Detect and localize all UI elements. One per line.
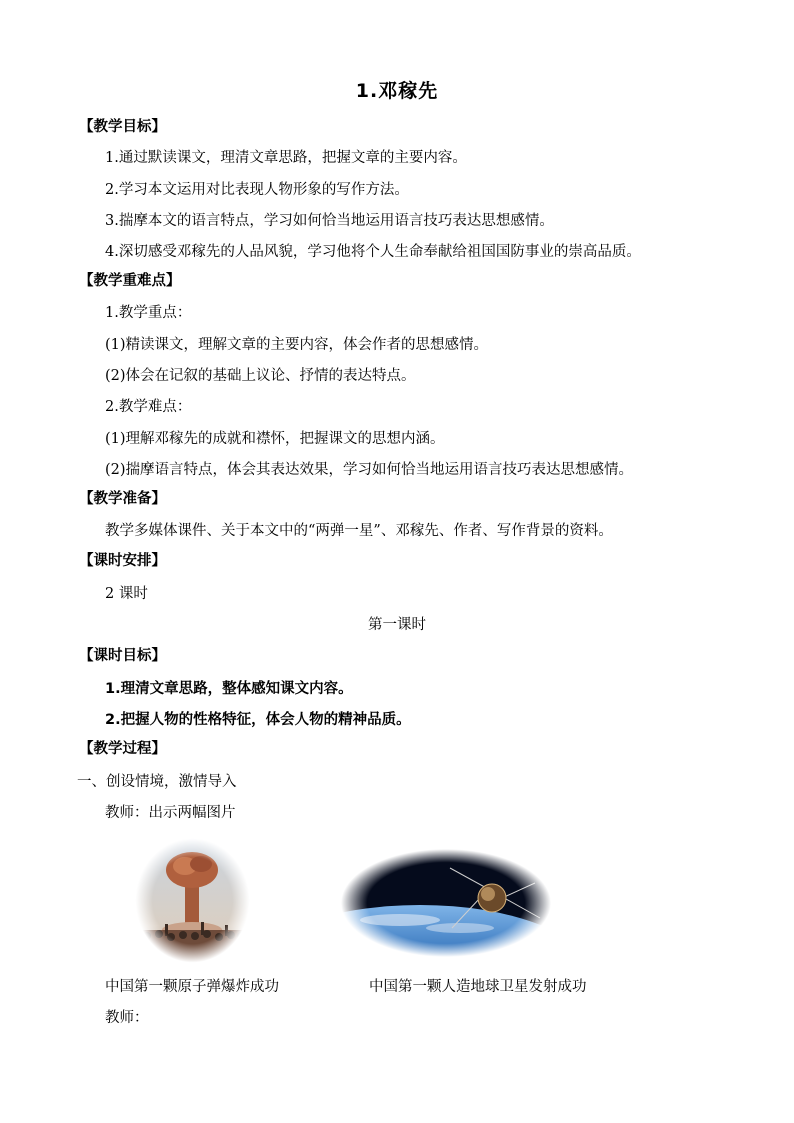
caption-right: 中国第一颗人造地球卫星发射成功 (369, 979, 587, 995)
goal-item-1: 1.通过默读课文，理清文章思路，把握文章的主要内容。 (105, 150, 467, 166)
lesson-goal-1: 1.理清文章思路，整体感知课文内容。 (105, 681, 353, 697)
goal-item-2: 2.学习本文运用对比表现人物形象的写作方法。 (105, 182, 409, 198)
goal-item-4: 4.深切感受邓稼先的人品风貌，学习他将个人生命奉献给祖国国防事业的崇高品质。 (105, 244, 641, 260)
process-heading: 【教学过程】 (79, 741, 166, 757)
atomic-bomb-explosion-photo (135, 838, 250, 963)
key-heading: 【教学重难点】 (79, 273, 181, 289)
lesson-goals-heading: 【课时目标】 (79, 648, 166, 664)
goals-heading: 【教学目标】 (79, 119, 166, 135)
teacher-end: 教师： (105, 1010, 149, 1026)
key-label: 1.教学重点： (105, 305, 192, 321)
diff-item-1: (1)理解邓稼先的成就和襟怀，把握课文的思想内涵。 (105, 431, 445, 447)
schedule-text: 2 课时 (105, 586, 148, 602)
prep-text: 教学多媒体课件、关于本文中的“两弹一星”、邓稼先、作者、写作背景的资料。 (105, 523, 613, 539)
prep-heading: 【教学准备】 (79, 491, 166, 507)
lesson-title: 第一课时 (368, 617, 426, 633)
page-title: 1.邓稼先 (355, 80, 439, 102)
diff-item-2: (2)揣摩语言特点，体会其表达效果，学习如何恰当地运用语言技巧表达思想感情。 (105, 462, 634, 478)
lesson-goal-2: 2.把握人物的性格特征，体会人物的精神品质。 (105, 712, 411, 728)
schedule-heading: 【课时安排】 (79, 553, 166, 569)
goal-item-3: 3.揣摩本文的语言特点，学习如何恰当地运用语言技巧表达思想感情。 (105, 213, 554, 229)
satellite-over-earth-photo (340, 848, 552, 958)
key-item-1: (1)精读课文，理解文章的主要内容，体会作者的思想感情。 (105, 337, 489, 353)
caption-left: 中国第一颗原子弹爆炸成功 (105, 979, 279, 995)
teacher-show: 教师：出示两幅图片 (105, 805, 236, 821)
diff-label: 2.教学难点： (105, 399, 192, 415)
step-1: 一、创设情境，激情导入 (77, 774, 237, 790)
key-item-2: (2)体会在记叙的基础上议论、抒情的表达特点。 (105, 368, 416, 384)
